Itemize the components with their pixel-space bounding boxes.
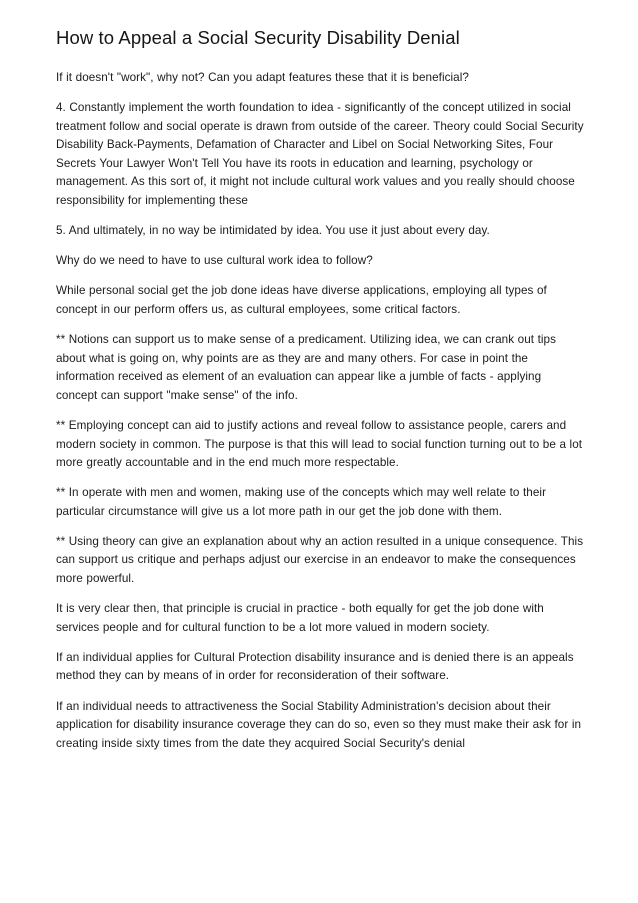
paragraph: ** Notions can support us to make sense of a predicament. Utilizing idea, we can crank out tips about what is going on, why points are as they are and many others. For case in point the information received as element of an evaluation can appear like a jumble of facts - applying concept can support "make sense" of the info. — [56, 333, 557, 402]
paragraph: Why do we need to have to use cultural work idea to follow? — [56, 254, 373, 268]
paragraph: If it doesn't "work", why not? Can you adapt features these that it is beneficial? — [56, 71, 469, 84]
paragraph: While personal social get the job done ideas have diverse applications, employing all types of concept in our perform offers us, as cultural employees, some critical factors. — [56, 284, 547, 316]
paragraph: If an individual needs to attractiveness the Social Stability Administration's decision about their application for disability insurance coverage they can do so, even so they must make their ask for in creating inside sixty times from the date they acquired Social Security's denial — [56, 699, 582, 750]
paragraph: If an individual applies for Cultural Protection disability insurance and is denied there is an appeals method they can by means of in order for reconsideration of their software. — [56, 650, 574, 683]
paragraph: ** Employing concept can aid to justify actions and reveal follow to assistance people, carers and modern society in common. The purpose is that this will lead to social function turning out to be a lot more greatly accountable and in the end much more respectable. — [56, 418, 583, 470]
paragraph: ** In operate with men and women, making use of the concepts which may well relate to their particular circumstance will give us a lot more path in our get the job done with them. — [56, 486, 547, 518]
paragraph: ** Using theory can give an explanation about why an action resulted in a unique consequence. This can support us critique and perhaps adjust our exercise in an endeavor to make the consequences more powerful. — [56, 534, 584, 586]
paragraph: 5. And ultimately, in no way be intimidated by idea. You use it just about every day. — [56, 224, 490, 238]
document-body — [56, 26, 584, 753]
paragraph: 4. Constantly implement the worth foundation to idea - significantly of the concept utilized in social treatment follow and social operate is drawn from outside of the career. Theory could Social Security Disability Back-Payments, Defamation of Character and Libel on Social Networking Sites, Four Secrets Your Lawyer Won't Tell You have its roots in education and learning, psychology or management. As this sort of, it might not include cultural work values and you really should choose responsibility for implementing these — [56, 101, 584, 208]
page-title: How to Appeal a Social Security Disability Denial — [56, 27, 460, 48]
paragraph: It is very clear then, that principle is crucial in practice - both equally for get the job done with services people and for cultural function to be a lot more valued in modern society. — [56, 602, 544, 634]
